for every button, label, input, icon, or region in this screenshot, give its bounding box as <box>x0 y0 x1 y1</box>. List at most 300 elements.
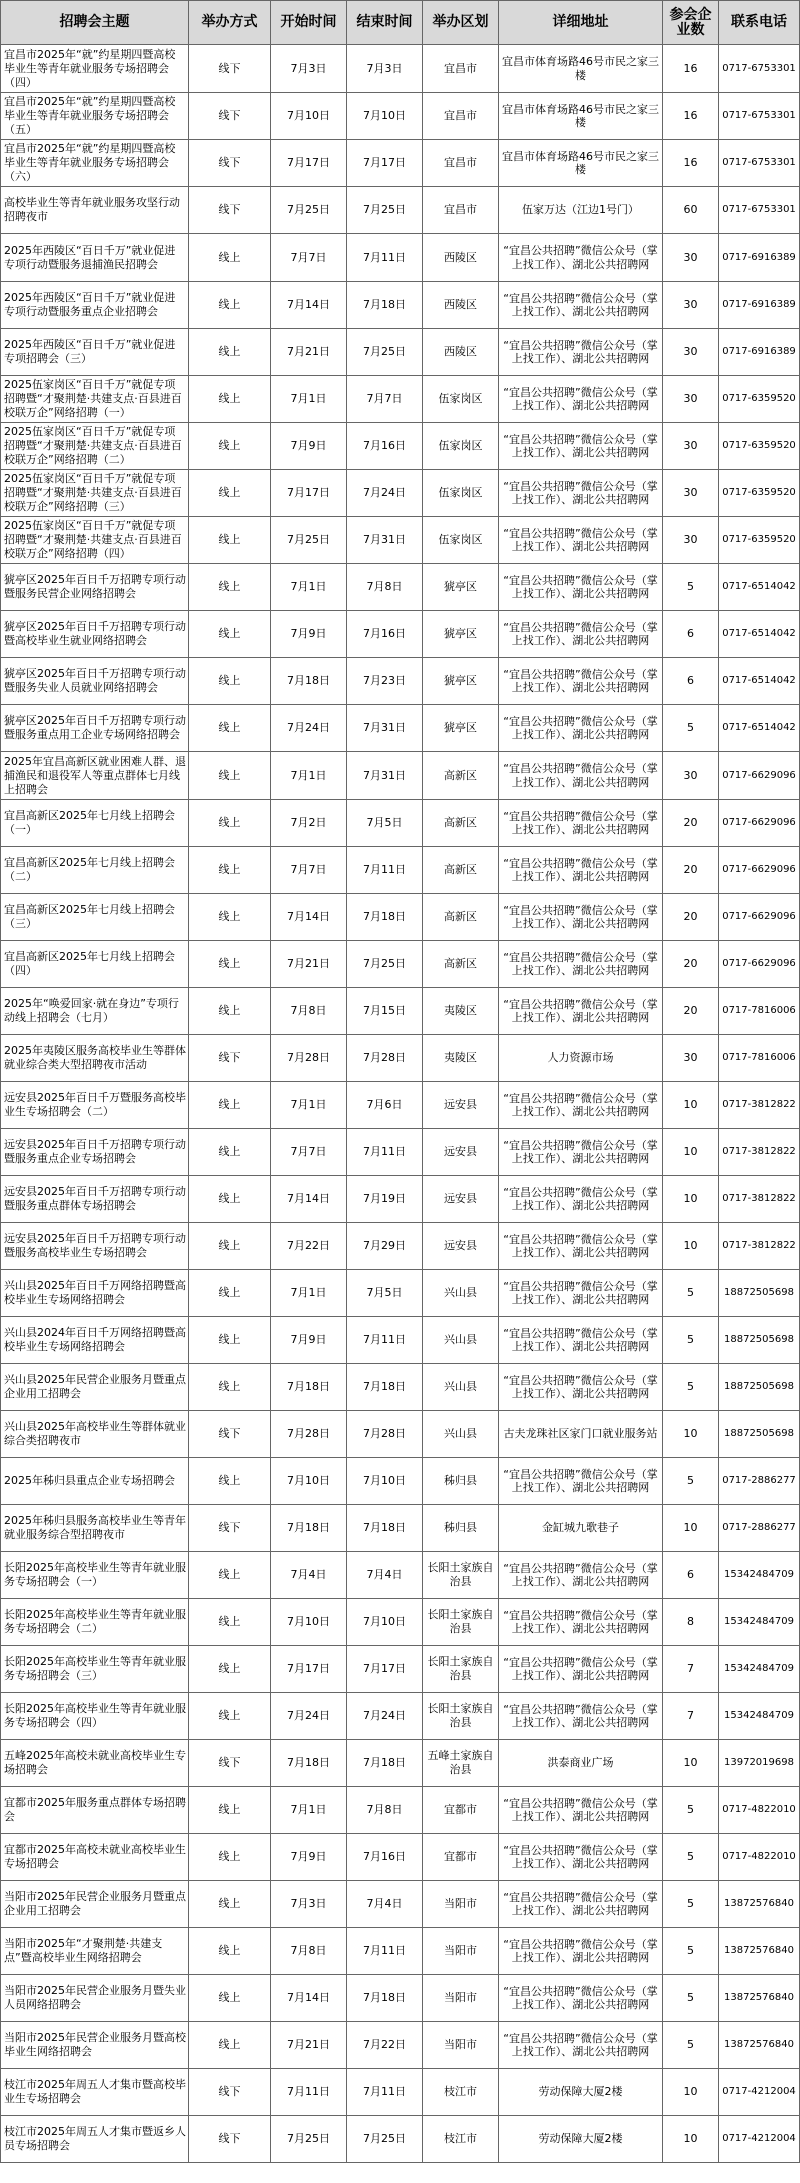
cell-area: 当阳市 <box>423 2022 499 2069</box>
table-header <box>1 1 800 45</box>
cell-start-date: 7月3日 <box>271 45 347 93</box>
cell-start-date: 7月1日 <box>271 752 347 800</box>
cell-company-count: 7 <box>663 1646 719 1693</box>
cell-company-count: 30 <box>663 234 719 282</box>
table-row <box>1 2022 800 2069</box>
cell-mode: 线上 <box>189 1317 271 1364</box>
cell-start-date: 7月14日 <box>271 1975 347 2022</box>
cell-address: 人力资源市场 <box>499 1035 663 1082</box>
cell-mode: 线上 <box>189 1975 271 2022</box>
cell-address: 劳动保障大厦2楼 <box>499 2116 663 2163</box>
cell-end-date: 7月18日 <box>347 1364 423 1411</box>
cell-topic: 宜都市2025年高校未就业高校毕业生专场招聘会 <box>1 1834 189 1881</box>
cell-mode: 线上 <box>189 800 271 847</box>
cell-company-count: 10 <box>663 1223 719 1270</box>
table-row <box>1 941 800 988</box>
cell-company-count: 10 <box>663 1176 719 1223</box>
cell-end-date: 7月11日 <box>347 2069 423 2116</box>
cell-company-count: 30 <box>663 282 719 329</box>
cell-address: 古夫龙珠社区家门口就业服务站 <box>499 1411 663 1458</box>
cell-mode: 线上 <box>189 423 271 470</box>
table-row <box>1 1270 800 1317</box>
cell-area: 伍家岗区 <box>423 470 499 517</box>
table-row <box>1 282 800 329</box>
cell-start-date: 7月9日 <box>271 611 347 658</box>
cell-area: 长阳土家族自治县 <box>423 1693 499 1740</box>
cell-mode: 线上 <box>189 894 271 941</box>
cell-area: 当阳市 <box>423 1928 499 1975</box>
cell-phone: 0717-6359520 <box>719 470 800 517</box>
cell-company-count: 20 <box>663 800 719 847</box>
cell-phone: 13872576840 <box>719 1975 800 2022</box>
header-count: 参会企业数 <box>663 1 719 45</box>
cell-topic: 猇亭区2025年百日千万招聘专项行动暨服务重点用工企业专场网络招聘会 <box>1 705 189 752</box>
cell-topic: 猇亭区2025年百日千万招聘专项行动暨服务民营企业网络招聘会 <box>1 564 189 611</box>
cell-topic: 2025年西陵区“百日千万”就业促进专项招聘会（三） <box>1 329 189 376</box>
cell-company-count: 6 <box>663 658 719 705</box>
cell-company-count: 30 <box>663 376 719 423</box>
header-mode: 举办方式 <box>189 1 271 45</box>
cell-end-date: 7月7日 <box>347 376 423 423</box>
cell-mode: 线上 <box>189 1223 271 1270</box>
cell-mode: 线上 <box>189 752 271 800</box>
cell-start-date: 7月22日 <box>271 1223 347 1270</box>
cell-area: 西陵区 <box>423 329 499 376</box>
cell-end-date: 7月22日 <box>347 2022 423 2069</box>
table-row <box>1 140 800 187</box>
cell-company-count: 7 <box>663 1693 719 1740</box>
cell-topic: 猇亭区2025年百日千万招聘专项行动暨高校毕业生就业网络招聘会 <box>1 611 189 658</box>
cell-end-date: 7月11日 <box>347 1317 423 1364</box>
cell-phone: 0717-6753301 <box>719 93 800 140</box>
cell-company-count: 5 <box>663 1458 719 1505</box>
cell-phone: 0717-6916389 <box>719 329 800 376</box>
table-row <box>1 1129 800 1176</box>
cell-mode: 线上 <box>189 941 271 988</box>
cell-company-count: 20 <box>663 941 719 988</box>
cell-mode: 线上 <box>189 234 271 282</box>
table-row <box>1 611 800 658</box>
cell-address: “宜昌公共招聘”微信公众号（掌上找工作）、湖北公共招聘网 <box>499 1552 663 1599</box>
cell-topic: 2025伍家岗区“百日千万”就促专项招聘暨“才聚荆楚·共建支点·百县进百校联万企”网络招聘（三） <box>1 470 189 517</box>
cell-start-date: 7月10日 <box>271 1458 347 1505</box>
cell-address: “宜昌公共招聘”微信公众号（掌上找工作）、湖北公共招聘网 <box>499 1082 663 1129</box>
cell-area: 兴山县 <box>423 1364 499 1411</box>
cell-mode: 线下 <box>189 45 271 93</box>
cell-address: “宜昌公共招聘”微信公众号（掌上找工作）、湖北公共招聘网 <box>499 1975 663 2022</box>
cell-company-count: 16 <box>663 140 719 187</box>
cell-area: 长阳土家族自治县 <box>423 1552 499 1599</box>
cell-mode: 线上 <box>189 517 271 564</box>
cell-company-count: 30 <box>663 329 719 376</box>
cell-end-date: 7月5日 <box>347 800 423 847</box>
cell-address: “宜昌公共招聘”微信公众号（掌上找工作）、湖北公共招聘网 <box>499 1599 663 1646</box>
cell-end-date: 7月18日 <box>347 1975 423 2022</box>
cell-address: “宜昌公共招聘”微信公众号（掌上找工作）、湖北公共招聘网 <box>499 894 663 941</box>
cell-company-count: 20 <box>663 988 719 1035</box>
cell-start-date: 7月14日 <box>271 894 347 941</box>
cell-area: 宜昌市 <box>423 140 499 187</box>
cell-phone: 0717-7816006 <box>719 1035 800 1082</box>
cell-company-count: 30 <box>663 1035 719 1082</box>
table-row <box>1 1552 800 1599</box>
cell-end-date: 7月10日 <box>347 1458 423 1505</box>
cell-area: 长阳土家族自治县 <box>423 1646 499 1693</box>
table-row <box>1 517 800 564</box>
cell-topic: 2025伍家岗区“百日千万”就促专项招聘暨“才聚荆楚·共建支点·百县进百校联万企”网络招聘（四） <box>1 517 189 564</box>
cell-phone: 18872505698 <box>719 1364 800 1411</box>
cell-phone: 0717-7816006 <box>719 988 800 1035</box>
cell-topic: 当阳市2025年民营企业服务月暨失业人员网络招聘会 <box>1 1975 189 2022</box>
cell-phone: 0717-3812822 <box>719 1223 800 1270</box>
cell-topic: 长阳2025年高校毕业生等青年就业服务专场招聘会（三） <box>1 1646 189 1693</box>
cell-address: “宜昌公共招聘”微信公众号（掌上找工作）、湖北公共招聘网 <box>499 1834 663 1881</box>
table-row <box>1 187 800 234</box>
cell-phone: 0717-6514042 <box>719 611 800 658</box>
cell-area: 秭归县 <box>423 1505 499 1552</box>
cell-address: 宜昌市体育场路46号市民之家三楼 <box>499 93 663 140</box>
table-row <box>1 2116 800 2163</box>
cell-company-count: 5 <box>663 1317 719 1364</box>
cell-end-date: 7月4日 <box>347 1552 423 1599</box>
cell-end-date: 7月25日 <box>347 329 423 376</box>
cell-mode: 线上 <box>189 847 271 894</box>
cell-area: 高新区 <box>423 752 499 800</box>
cell-topic: 2025年秭归县服务高校毕业生等青年就业服务综合型招聘夜市 <box>1 1505 189 1552</box>
cell-area: 宜昌市 <box>423 187 499 234</box>
cell-mode: 线下 <box>189 93 271 140</box>
cell-company-count: 60 <box>663 187 719 234</box>
cell-company-count: 5 <box>663 564 719 611</box>
table-row <box>1 800 800 847</box>
cell-company-count: 16 <box>663 93 719 140</box>
cell-phone: 0717-2886277 <box>719 1505 800 1552</box>
table-row <box>1 93 800 140</box>
cell-area: 宜都市 <box>423 1834 499 1881</box>
cell-topic: 兴山县2025年民营企业服务月暨重点企业用工招聘会 <box>1 1364 189 1411</box>
cell-start-date: 7月1日 <box>271 1270 347 1317</box>
cell-topic: 当阳市2025年民营企业服务月暨高校毕业生网络招聘会 <box>1 2022 189 2069</box>
cell-start-date: 7月21日 <box>271 329 347 376</box>
table-row <box>1 1317 800 1364</box>
cell-start-date: 7月10日 <box>271 1599 347 1646</box>
table-row <box>1 1176 800 1223</box>
cell-start-date: 7月8日 <box>271 988 347 1035</box>
cell-phone: 0717-6916389 <box>719 234 800 282</box>
table-row <box>1 1223 800 1270</box>
cell-address: 金缸城九歌巷子 <box>499 1505 663 1552</box>
cell-phone: 18872505698 <box>719 1270 800 1317</box>
cell-mode: 线上 <box>189 1176 271 1223</box>
cell-address: “宜昌公共招聘”微信公众号（掌上找工作）、湖北公共招聘网 <box>499 1270 663 1317</box>
cell-topic: 远安县2025年百日千万暨服务高校毕业生专场招聘会（二） <box>1 1082 189 1129</box>
cell-topic: 长阳2025年高校毕业生等青年就业服务专场招聘会（一） <box>1 1552 189 1599</box>
cell-phone: 0717-6514042 <box>719 658 800 705</box>
cell-phone: 0717-6753301 <box>719 140 800 187</box>
cell-address: “宜昌公共招聘”微信公众号（掌上找工作）、湖北公共招聘网 <box>499 941 663 988</box>
cell-topic: 高校毕业生等青年就业服务攻坚行动招聘夜市 <box>1 187 189 234</box>
cell-address: 劳动保障大厦2楼 <box>499 2069 663 2116</box>
cell-mode: 线上 <box>189 470 271 517</box>
cell-address: “宜昌公共招聘”微信公众号（掌上找工作）、湖北公共招聘网 <box>499 1317 663 1364</box>
cell-start-date: 7月4日 <box>271 1552 347 1599</box>
cell-company-count: 16 <box>663 45 719 93</box>
cell-end-date: 7月18日 <box>347 1505 423 1552</box>
cell-mode: 线下 <box>189 1740 271 1787</box>
header-topic: 招聘会主题 <box>1 1 189 45</box>
table-row <box>1 1975 800 2022</box>
table-row <box>1 988 800 1035</box>
table-row <box>1 894 800 941</box>
cell-company-count: 5 <box>663 1881 719 1928</box>
cell-topic: 2025伍家岗区“百日千万”就促专项招聘暨“才聚荆楚·共建支点·百县进百校联万企”网络招聘（二） <box>1 423 189 470</box>
cell-address: 伍家万达（江边1号门） <box>499 187 663 234</box>
cell-topic: 枝江市2025年周五人才集市暨高校毕业生专场招聘会 <box>1 2069 189 2116</box>
cell-end-date: 7月10日 <box>347 1599 423 1646</box>
table-row <box>1 1693 800 1740</box>
cell-area: 兴山县 <box>423 1317 499 1364</box>
cell-topic: 长阳2025年高校毕业生等青年就业服务专场招聘会（二） <box>1 1599 189 1646</box>
cell-company-count: 30 <box>663 423 719 470</box>
cell-start-date: 7月1日 <box>271 1082 347 1129</box>
cell-company-count: 6 <box>663 611 719 658</box>
cell-area: 西陵区 <box>423 234 499 282</box>
cell-topic: 2025年西陵区“百日千万”就业促进专项行动暨服务重点企业招聘会 <box>1 282 189 329</box>
cell-mode: 线上 <box>189 564 271 611</box>
cell-company-count: 10 <box>663 1082 719 1129</box>
cell-address: “宜昌公共招聘”微信公众号（掌上找工作）、湖北公共招聘网 <box>499 1928 663 1975</box>
cell-address: “宜昌公共招聘”微信公众号（掌上找工作）、湖北公共招聘网 <box>499 1693 663 1740</box>
table-row <box>1 1411 800 1458</box>
cell-address: “宜昌公共招聘”微信公众号（掌上找工作）、湖北公共招聘网 <box>499 376 663 423</box>
cell-start-date: 7月9日 <box>271 423 347 470</box>
cell-end-date: 7月11日 <box>347 1928 423 1975</box>
cell-start-date: 7月7日 <box>271 234 347 282</box>
cell-phone: 0717-4822010 <box>719 1787 800 1834</box>
cell-phone: 0717-2886277 <box>719 1458 800 1505</box>
table-row <box>1 1787 800 1834</box>
cell-topic: 兴山县2025年高校毕业生等群体就业综合类招聘夜市 <box>1 1411 189 1458</box>
cell-phone: 0717-4822010 <box>719 1834 800 1881</box>
cell-address: 宜昌市体育场路46号市民之家三楼 <box>499 45 663 93</box>
cell-mode: 线下 <box>189 187 271 234</box>
table-row <box>1 1740 800 1787</box>
cell-area: 兴山县 <box>423 1411 499 1458</box>
cell-phone: 0717-3812822 <box>719 1082 800 1129</box>
cell-start-date: 7月10日 <box>271 93 347 140</box>
cell-end-date: 7月11日 <box>347 1129 423 1176</box>
cell-start-date: 7月21日 <box>271 2022 347 2069</box>
cell-company-count: 5 <box>663 1975 719 2022</box>
cell-mode: 线下 <box>189 1035 271 1082</box>
table-row <box>1 423 800 470</box>
cell-address: “宜昌公共招聘”微信公众号（掌上找工作）、湖北公共招聘网 <box>499 1176 663 1223</box>
cell-area: 远安县 <box>423 1082 499 1129</box>
cell-mode: 线上 <box>189 988 271 1035</box>
cell-topic: 当阳市2025年民营企业服务月暨重点企业用工招聘会 <box>1 1881 189 1928</box>
cell-topic: 宜昌高新区2025年七月线上招聘会（二） <box>1 847 189 894</box>
table-body <box>1 45 800 2163</box>
cell-topic: 枝江市2025年周五人才集市暨返乡人员专场招聘会 <box>1 2116 189 2163</box>
cell-end-date: 7月16日 <box>347 423 423 470</box>
cell-phone: 0717-6916389 <box>719 282 800 329</box>
cell-address: “宜昌公共招聘”微信公众号（掌上找工作）、湖北公共招聘网 <box>499 752 663 800</box>
table-row <box>1 1364 800 1411</box>
cell-start-date: 7月11日 <box>271 2069 347 2116</box>
cell-address: “宜昌公共招聘”微信公众号（掌上找工作）、湖北公共招聘网 <box>499 282 663 329</box>
cell-end-date: 7月18日 <box>347 1740 423 1787</box>
cell-end-date: 7月17日 <box>347 1646 423 1693</box>
cell-phone: 15342484709 <box>719 1552 800 1599</box>
cell-mode: 线上 <box>189 1693 271 1740</box>
cell-start-date: 7月14日 <box>271 1176 347 1223</box>
table-row <box>1 1599 800 1646</box>
cell-company-count: 5 <box>663 1364 719 1411</box>
header-area: 举办区划 <box>423 1 499 45</box>
cell-topic: 远安县2025年百日千万招聘专项行动暨服务重点群体专场招聘会 <box>1 1176 189 1223</box>
cell-topic: 2025伍家岗区“百日千万”就促专项招聘暨“才聚荆楚·共建支点·百县进百校联万企”网络招聘（一） <box>1 376 189 423</box>
cell-mode: 线上 <box>189 1552 271 1599</box>
table-row <box>1 1458 800 1505</box>
cell-area: 伍家岗区 <box>423 376 499 423</box>
cell-start-date: 7月28日 <box>271 1411 347 1458</box>
cell-start-date: 7月17日 <box>271 140 347 187</box>
cell-start-date: 7月21日 <box>271 941 347 988</box>
cell-mode: 线上 <box>189 282 271 329</box>
cell-area: 宜都市 <box>423 1787 499 1834</box>
cell-end-date: 7月24日 <box>347 470 423 517</box>
cell-company-count: 10 <box>663 2116 719 2163</box>
cell-area: 远安县 <box>423 1176 499 1223</box>
cell-address: “宜昌公共招聘”微信公众号（掌上找工作）、湖北公共招聘网 <box>499 470 663 517</box>
cell-start-date: 7月24日 <box>271 705 347 752</box>
cell-phone: 13872576840 <box>719 1881 800 1928</box>
cell-area: 伍家岗区 <box>423 423 499 470</box>
table-row <box>1 1035 800 1082</box>
cell-mode: 线上 <box>189 1270 271 1317</box>
cell-topic: 宜昌市2025年“就”约星期四暨高校毕业生等青年就业服务专场招聘会（四） <box>1 45 189 93</box>
cell-area: 长阳土家族自治县 <box>423 1599 499 1646</box>
cell-address: “宜昌公共招聘”微信公众号（掌上找工作）、湖北公共招聘网 <box>499 517 663 564</box>
cell-start-date: 7月17日 <box>271 470 347 517</box>
cell-company-count: 5 <box>663 2022 719 2069</box>
cell-start-date: 7月18日 <box>271 1740 347 1787</box>
cell-mode: 线上 <box>189 376 271 423</box>
cell-phone: 0717-6753301 <box>719 45 800 93</box>
cell-area: 远安县 <box>423 1223 499 1270</box>
cell-phone: 0717-6629096 <box>719 800 800 847</box>
header-start: 开始时间 <box>271 1 347 45</box>
cell-company-count: 5 <box>663 705 719 752</box>
cell-area: 宜昌市 <box>423 93 499 140</box>
table-row <box>1 752 800 800</box>
cell-end-date: 7月28日 <box>347 1411 423 1458</box>
cell-address: “宜昌公共招聘”微信公众号（掌上找工作）、湖北公共招聘网 <box>499 1458 663 1505</box>
cell-topic: 宜昌高新区2025年七月线上招聘会（四） <box>1 941 189 988</box>
cell-company-count: 10 <box>663 2069 719 2116</box>
header-phone: 联系电话 <box>719 1 800 45</box>
cell-start-date: 7月14日 <box>271 282 347 329</box>
cell-start-date: 7月2日 <box>271 800 347 847</box>
cell-end-date: 7月31日 <box>347 517 423 564</box>
table-row <box>1 45 800 93</box>
cell-area: 夷陵区 <box>423 988 499 1035</box>
cell-mode: 线上 <box>189 1834 271 1881</box>
cell-company-count: 6 <box>663 1552 719 1599</box>
cell-end-date: 7月11日 <box>347 847 423 894</box>
cell-topic: 宜都市2025年服务重点群体专场招聘会 <box>1 1787 189 1834</box>
table-row <box>1 1646 800 1693</box>
cell-start-date: 7月3日 <box>271 1881 347 1928</box>
cell-mode: 线上 <box>189 658 271 705</box>
cell-mode: 线上 <box>189 611 271 658</box>
cell-start-date: 7月1日 <box>271 376 347 423</box>
cell-address: “宜昌公共招聘”微信公众号（掌上找工作）、湖北公共招聘网 <box>499 1129 663 1176</box>
cell-address: “宜昌公共招聘”微信公众号（掌上找工作）、湖北公共招聘网 <box>499 800 663 847</box>
cell-start-date: 7月9日 <box>271 1834 347 1881</box>
cell-phone: 13872576840 <box>719 2022 800 2069</box>
cell-mode: 线上 <box>189 1129 271 1176</box>
cell-end-date: 7月4日 <box>347 1881 423 1928</box>
cell-company-count: 8 <box>663 1599 719 1646</box>
cell-address: “宜昌公共招聘”微信公众号（掌上找工作）、湖北公共招聘网 <box>499 329 663 376</box>
cell-address: “宜昌公共招聘”微信公众号（掌上找工作）、湖北公共招聘网 <box>499 611 663 658</box>
cell-phone: 0717-6629096 <box>719 847 800 894</box>
cell-area: 猇亭区 <box>423 705 499 752</box>
cell-area: 当阳市 <box>423 1881 499 1928</box>
cell-mode: 线上 <box>189 1787 271 1834</box>
cell-phone: 0717-6514042 <box>719 705 800 752</box>
cell-company-count: 30 <box>663 517 719 564</box>
cell-area: 高新区 <box>423 894 499 941</box>
cell-start-date: 7月25日 <box>271 2116 347 2163</box>
cell-start-date: 7月18日 <box>271 658 347 705</box>
cell-area: 高新区 <box>423 800 499 847</box>
cell-end-date: 7月25日 <box>347 941 423 988</box>
table-row <box>1 847 800 894</box>
cell-end-date: 7月18日 <box>347 894 423 941</box>
header-row <box>1 1 800 45</box>
table-row <box>1 376 800 423</box>
cell-mode: 线上 <box>189 1458 271 1505</box>
cell-end-date: 7月29日 <box>347 1223 423 1270</box>
cell-area: 夷陵区 <box>423 1035 499 1082</box>
cell-end-date: 7月31日 <box>347 705 423 752</box>
cell-end-date: 7月16日 <box>347 611 423 658</box>
cell-topic: 宜昌市2025年“就”约星期四暨高校毕业生等青年就业服务专场招聘会（六） <box>1 140 189 187</box>
cell-address: “宜昌公共招聘”微信公众号（掌上找工作）、湖北公共招聘网 <box>499 423 663 470</box>
cell-area: 高新区 <box>423 847 499 894</box>
cell-phone: 13972019698 <box>719 1740 800 1787</box>
cell-end-date: 7月28日 <box>347 1035 423 1082</box>
cell-start-date: 7月9日 <box>271 1317 347 1364</box>
cell-topic: 兴山县2025年百日千万网络招聘暨高校毕业生专场网络招聘会 <box>1 1270 189 1317</box>
cell-topic: 五峰2025年高校未就业高校毕业生专场招聘会 <box>1 1740 189 1787</box>
cell-address: “宜昌公共招聘”微信公众号（掌上找工作）、湖北公共招聘网 <box>499 234 663 282</box>
cell-start-date: 7月18日 <box>271 1364 347 1411</box>
cell-phone: 13872576840 <box>719 1928 800 1975</box>
cell-topic: 2025年“唤爱回家·就在身边”专项行动线上招聘会（七月） <box>1 988 189 1035</box>
cell-end-date: 7月19日 <box>347 1176 423 1223</box>
cell-phone: 15342484709 <box>719 1599 800 1646</box>
cell-end-date: 7月3日 <box>347 45 423 93</box>
cell-company-count: 5 <box>663 1787 719 1834</box>
cell-phone: 15342484709 <box>719 1646 800 1693</box>
cell-area: 五峰土家族自治县 <box>423 1740 499 1787</box>
cell-mode: 线上 <box>189 329 271 376</box>
cell-end-date: 7月25日 <box>347 2116 423 2163</box>
cell-phone: 0717-6514042 <box>719 564 800 611</box>
